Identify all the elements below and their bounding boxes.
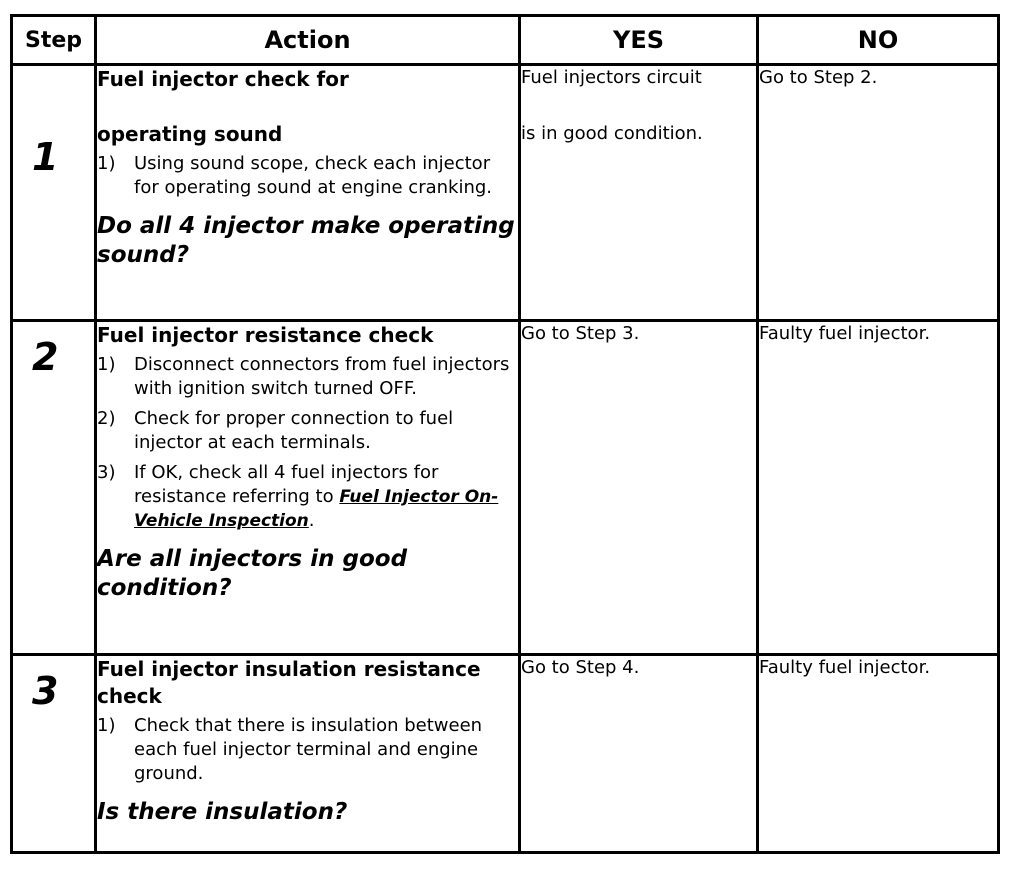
no-cell	[758, 321, 999, 655]
action-substeps	[97, 353, 518, 533]
list-item-number: 1)	[97, 354, 116, 375]
no-cell	[758, 65, 999, 321]
header-yes: YES	[520, 16, 758, 65]
yes-cell	[520, 65, 758, 321]
yes-cell	[520, 321, 758, 655]
no-text: Faulty fuel injector.	[759, 323, 931, 344]
no-cell	[758, 655, 999, 853]
step-cell	[12, 65, 96, 321]
action-question: Is there insulation?	[97, 799, 348, 825]
list-item-number: 2)	[97, 408, 116, 429]
yes-cell	[520, 655, 758, 853]
list-item-number: 1)	[97, 715, 116, 736]
list-item-number: 3)	[97, 462, 116, 483]
table-row-step-1	[12, 65, 999, 321]
table-row-step-2	[12, 321, 999, 655]
action-title: Fuel injector check for	[97, 67, 349, 91]
list-item-text: Disconnect connectors from fuel injectors with ignition switch turned OFF.	[134, 354, 510, 399]
table-header-row	[12, 16, 999, 65]
list-item-text: Using sound scope, check each injector for operating sound at engine cranking.	[134, 153, 493, 198]
list-item	[97, 461, 518, 533]
action-cell	[96, 65, 520, 321]
list-item	[97, 152, 518, 200]
table-row-step-3	[12, 655, 999, 853]
list-item	[97, 353, 518, 401]
action-question: Do all 4 injector make operating sound?	[97, 213, 515, 268]
no-text: Go to Step 2.	[759, 67, 878, 88]
yes-text: Fuel injectors circuit	[521, 67, 702, 88]
action-title: Fuel injector insulation resistance check	[97, 657, 481, 708]
action-substeps	[97, 714, 518, 786]
step-number: 3	[32, 669, 59, 713]
list-item-text: Check for proper connection to fuel injector at each terminals.	[134, 408, 454, 453]
no-text: Faulty fuel injector.	[759, 657, 931, 678]
header-no: NO	[758, 16, 999, 65]
yes-text: Go to Step 4.	[521, 657, 640, 678]
inspection-reference-link[interactable]: Fuel Injector On-Vehicle Inspection	[134, 487, 499, 531]
action-cell	[96, 321, 520, 655]
troubleshooting-table	[10, 14, 1000, 854]
yes-text-cont: is in good condition.	[521, 123, 703, 144]
step-cell	[12, 655, 96, 853]
list-item-text: Check that there is insulation between each fuel injector terminal and engine ground.	[134, 715, 483, 784]
list-item-number: 1)	[97, 153, 116, 174]
action-cell	[96, 655, 520, 853]
header-action: Action	[96, 16, 520, 65]
list-item-tail: .	[308, 510, 315, 531]
action-substeps	[97, 152, 518, 200]
step-cell	[12, 321, 96, 655]
list-item	[97, 407, 518, 455]
action-title: Fuel injector resistance check	[97, 323, 434, 347]
list-item	[97, 714, 518, 786]
step-number: 1	[32, 135, 59, 179]
action-question: Are all injectors in good condition?	[97, 546, 408, 601]
yes-text: Go to Step 3.	[521, 323, 640, 344]
list-item-text: If OK, check all 4 fuel injectors for resistance referring to	[134, 462, 439, 507]
action-title-cont: operating sound	[97, 122, 283, 146]
step-number: 2	[32, 335, 59, 379]
header-step: Step	[12, 16, 96, 65]
